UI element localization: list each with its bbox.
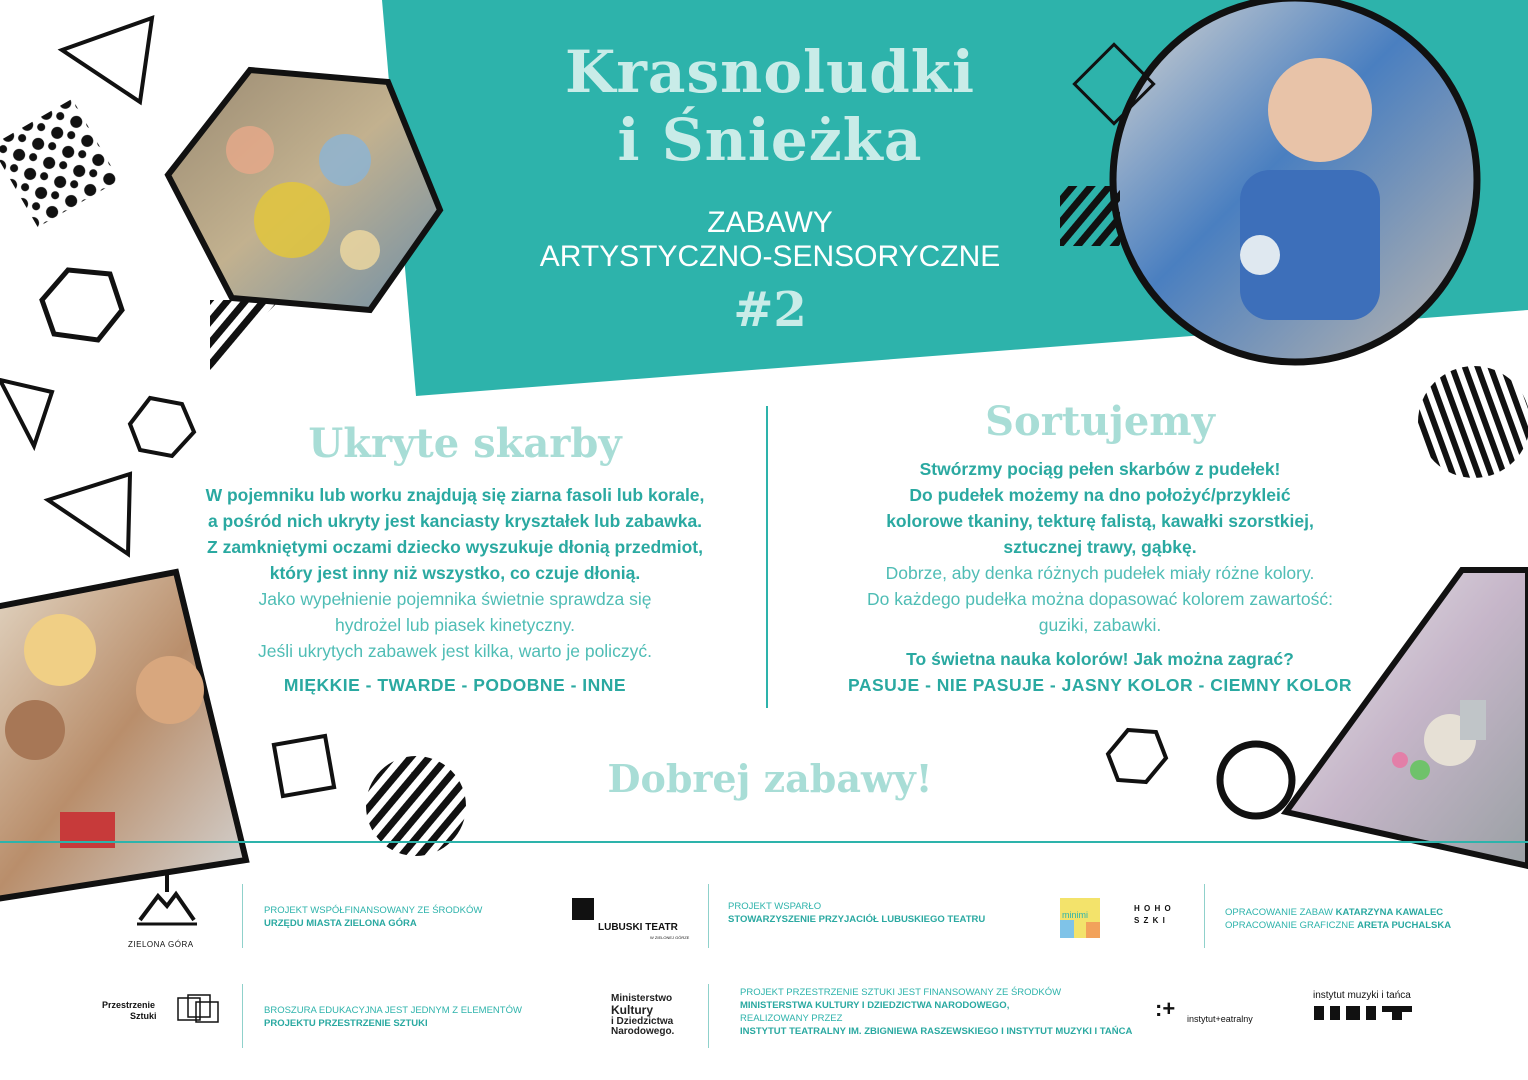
lubuski-teatr-logo-text: LUBUSKI TEATR — [598, 922, 678, 933]
section-divider — [766, 406, 768, 708]
page-subtitle — [470, 206, 1070, 274]
instytut-teatralny-logo-text: instytut+eatralny — [1187, 1014, 1253, 1024]
credit-funding — [740, 986, 1132, 1038]
page-title — [470, 38, 1070, 174]
credit-rule-4 — [242, 984, 243, 1048]
section-left-bold-2: a pośród nich ukryty jest kanciasty kryształek lub zabawka. — [207, 511, 703, 531]
credit-brochure — [264, 1004, 522, 1030]
ministerstwo-logo — [611, 994, 674, 1037]
section-right-body — [800, 456, 1400, 698]
section-right-light-2: Do każdego pudełka można dopasować kolorem zawartość: — [867, 589, 1333, 609]
section-left-light-1: Jako wypełnienie pojemnika świetnie sprawdza się — [258, 589, 652, 609]
credit-rule-2 — [708, 884, 709, 948]
credit-rule-1 — [242, 884, 243, 948]
closing-text: Dobrej zabawy! — [607, 756, 933, 801]
issue-number: #2 — [733, 282, 807, 338]
hexagon-outline-1 — [42, 270, 122, 340]
subtitle-line-2: ARTYSTYCZNO-SENSORYCZNE — [539, 240, 1001, 273]
section-left-heading: Ukryte skarby — [308, 420, 622, 467]
section-right-bold-3: kolorowe tkaniny, tekturę falistą, kawałki szorstkiej, — [886, 511, 1314, 531]
section-right-bold-4: sztucznej trawy, gąbkę. — [1003, 537, 1197, 557]
lubuski-teatr-logo-icon — [572, 898, 594, 920]
credit-rule-5 — [708, 984, 709, 1048]
credit-city — [264, 904, 482, 930]
zielona-gora-logo-text: ZIELONA GÓRA — [128, 940, 194, 949]
triangle-outline-3 — [48, 474, 130, 554]
przestrzenie-logo-line1: Przestrzenie — [102, 1000, 156, 1010]
credit-authors-role1: OPRACOWANIE ZABAW — [1225, 907, 1336, 918]
section-right-tagline: PASUJE - NIE PASUJE - JASNY KOLOR - CIEMNY KOLOR — [847, 675, 1353, 695]
zielona-gora-logo-icon — [132, 872, 202, 932]
credit-authors-role2: OPRACOWANIE GRAFICZNE — [1225, 920, 1358, 931]
striped-triangle-1 — [210, 300, 280, 370]
footer-divider — [0, 841, 1528, 843]
triangle-outline-1 — [62, 18, 152, 102]
section-right-question: To świetna nauka kolorów! Jak można zagrać? — [906, 649, 1294, 669]
minimi-logo-text: minimi — [1062, 910, 1088, 920]
section-left-light-3: Jeśli ukrytych zabawek jest kilka, warto je policzyć. — [258, 641, 652, 661]
section-left-bold-1: W pojemniku lub worku znajdują się ziarna fasoli lub korale, — [205, 485, 705, 505]
instytut-teatralny-logo-icon: :+ — [1155, 996, 1176, 1021]
minimi-logo — [1060, 898, 1100, 938]
hohoszki-logo-line1: H O H O — [1134, 904, 1172, 913]
ministerstwo-logo-line1: Ministerstwo — [611, 993, 673, 1004]
credit-funding-label: PROJEKT PRZESTRZENIE SZTUKI JEST FINANSOWANY ZE ŚRODKÓW — [740, 987, 1062, 998]
dotted-square — [0, 99, 119, 227]
triangle-outline-2 — [0, 380, 52, 446]
credit-authors — [1225, 906, 1451, 932]
credit-authors-name1: KATARZYNA KAWALEC — [1335, 907, 1444, 918]
hexagon-outline-2 — [130, 398, 194, 456]
section-right-heading: Sortujemy — [985, 398, 1215, 445]
subtitle-line-1: ZABAWY — [707, 206, 833, 239]
title-line-2: i Śnieżka — [617, 106, 923, 174]
credit-support — [728, 900, 985, 926]
credit-funding-ministry: MINISTERSTWA KULTURY I DZIEDZICTWA NARODOWEGO, — [740, 1000, 1010, 1011]
section-left-bold-3: Z zamkniętymi oczami dziecko wyszukuje dłonią przedmiot, — [207, 537, 703, 557]
instytut-muzyki-logo-icon — [1314, 1006, 1412, 1020]
section-left-light-2: hydrożel lub piasek kinetyczny. — [335, 615, 575, 635]
credit-city-label: PROJEKT WSPÓŁFINANSOWANY ZE ŚRODKÓW — [264, 905, 483, 916]
square-outline-1 — [274, 736, 334, 796]
credit-authors-name2: ARETA PUCHALSKA — [1357, 920, 1452, 931]
credit-brochure-name: PROJEKTU PRZESTRZENIE SZTUKI — [264, 1018, 428, 1029]
instytut-muzyki-logo-text: instytut muzyki i tańca — [1313, 990, 1411, 1001]
ministerstwo-logo-line3: i Dziedzictwa — [611, 1016, 674, 1027]
section-left-body — [150, 482, 760, 698]
credit-brochure-label: BROSZURA EDUKACYJNA JEST JEDNYM Z ELEMENTÓW — [264, 1005, 522, 1016]
section-right-light-1: Dobrze, aby denka różnych pudełek miały różne kolory. — [885, 563, 1315, 583]
ring-outline — [1220, 744, 1292, 816]
lubuski-teatr-logo-sub: W ZIELONEJ GÓRZE — [650, 935, 690, 940]
striped-circle-2 — [1418, 366, 1528, 478]
ministerstwo-logo-line2: Kultury — [611, 1003, 653, 1017]
credit-rule-3 — [1204, 884, 1205, 948]
credit-funding-realized-label: REALIZOWANY PRZEZ — [740, 1013, 843, 1024]
credit-support-label: PROJEKT WSPARŁO — [728, 901, 822, 912]
section-left-bold-4: który jest inny niż wszystko, co czuje dłonią. — [269, 563, 641, 583]
przestrzenie-logo-icon — [176, 994, 220, 1024]
hexagon-outline-3 — [1108, 730, 1166, 782]
credit-support-name: STOWARZYSZENIE PRZYJACIÓŁ LUBUSKIEGO TEATRU — [728, 914, 986, 925]
przestrzenie-logo-line2: Sztuki — [130, 1011, 157, 1021]
section-right-bold-1: Stwórzmy pociąg pełen skarbów z pudełek! — [919, 459, 1281, 479]
section-right-light-3: guziki, zabawki. — [1038, 615, 1162, 635]
title-line-1: Krasnoludki — [564, 38, 976, 106]
credit-authors-line1 — [1225, 906, 1451, 919]
section-right-bold-2: Do pudełek możemy na dno położyć/przykleić — [909, 485, 1291, 505]
ministerstwo-logo-line4: Narodowego. — [611, 1026, 675, 1037]
credit-funding-institutes: INSTYTUT TEATRALNY IM. ZBIGNIEWA RASZEWSKIEGO I INSTYTUT MUZYKI I TAŃCA — [740, 1026, 1133, 1037]
credit-city-name: URZĘDU MIASTA ZIELONA GÓRA — [264, 918, 417, 929]
credit-authors-line2 — [1225, 919, 1451, 932]
photo-hands-beads — [168, 70, 440, 310]
section-left-tagline: MIĘKKIE - TWARDE - PODOBNE - INNE — [283, 675, 627, 695]
hohoszki-logo-line2: S Z K I — [1134, 916, 1166, 925]
photo-boy-crystals — [1113, 0, 1477, 362]
